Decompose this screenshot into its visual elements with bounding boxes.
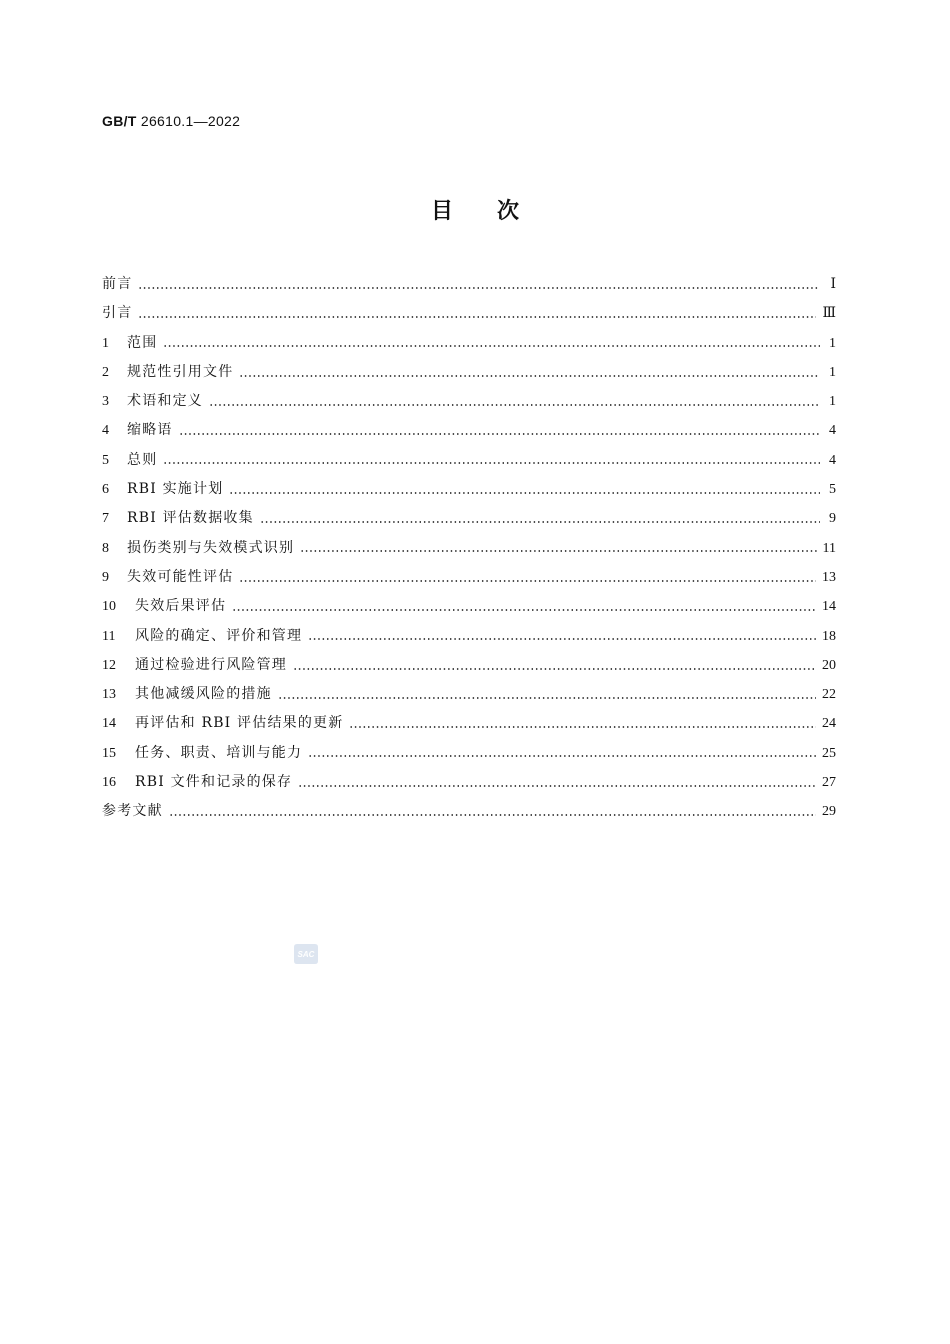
toc-dot-leader [308, 637, 816, 641]
standard-number: 26610.1—2022 [140, 113, 241, 129]
toc-entry[interactable] [102, 680, 836, 709]
toc-entry[interactable] [102, 534, 836, 563]
toc-entry-number: 9 [102, 569, 109, 585]
sac-watermark-logo [293, 942, 319, 966]
toc-entry-number: 7 [102, 511, 109, 527]
toc-entry-page: 22 [822, 687, 836, 703]
toc-entry-page: 11 [822, 540, 836, 556]
toc-entry[interactable] [102, 768, 836, 797]
toc-dot-leader [349, 725, 816, 729]
toc-entry-page: 9 [829, 511, 836, 527]
toc-entry-label: 失效后果评估 [135, 598, 227, 615]
standard-prefix: GB/T [102, 113, 137, 129]
toc-dot-leader [239, 374, 820, 378]
toc-entry-page: 29 [822, 804, 836, 820]
standard-code [102, 113, 240, 129]
toc-dot-leader [300, 549, 816, 553]
page-title: 目次 [430, 199, 563, 224]
toc-entry-label: 前言 [102, 276, 133, 292]
toc-entry[interactable] [102, 329, 836, 358]
toc-entry-page: 18 [822, 628, 836, 644]
toc-entry-page: 13 [822, 569, 836, 585]
toc-entry-page: 24 [822, 716, 836, 732]
toc-entry-label: 失效可能性评估 [127, 568, 234, 585]
toc-dot-leader [293, 667, 816, 671]
toc-entry-label: 通过检验进行风险管理 [135, 656, 287, 673]
toc-entry-page: 14 [822, 599, 836, 615]
toc-entry-page: 4 [829, 423, 836, 439]
toc-dot-leader [298, 784, 816, 788]
toc-entry[interactable] [102, 416, 836, 445]
toc-dot-leader [209, 403, 820, 407]
toc-dot-leader [138, 286, 820, 290]
toc-entry[interactable] [102, 592, 836, 621]
toc-entry[interactable] [102, 504, 836, 533]
toc-entry[interactable] [102, 739, 836, 768]
toc-entry-page: 1 [829, 335, 836, 351]
toc-dot-leader [232, 608, 816, 612]
toc-entry-number: 2 [102, 364, 109, 380]
sac-watermark-text: SAC [297, 950, 315, 959]
toc-entry-label: 引言 [102, 305, 133, 322]
toc-entry[interactable] [102, 797, 836, 826]
toc-dot-leader [169, 813, 816, 817]
toc-entry[interactable] [102, 299, 836, 328]
toc-entry[interactable] [102, 475, 836, 504]
toc-entry-number: 11 [102, 628, 116, 644]
toc-dot-leader [163, 344, 820, 348]
toc-entry-number: 5 [102, 452, 109, 468]
toc-dot-leader [138, 315, 816, 319]
toc-entry[interactable] [102, 387, 836, 416]
toc-dot-leader [239, 579, 816, 583]
toc-entry[interactable] [102, 651, 836, 680]
toc-entry-label: 术语和定义 [127, 393, 203, 410]
toc-entry-label: 其他减缓风险的措施 [135, 686, 272, 703]
toc-entry-page: Ⅲ [822, 306, 836, 322]
toc-entry-number: 12 [102, 657, 116, 673]
toc-dot-leader [278, 696, 816, 700]
toc-entry-number: 16 [102, 775, 116, 791]
toc-entry-page: 1 [829, 364, 836, 380]
table-of-contents [102, 270, 836, 827]
toc-dot-leader [179, 432, 820, 436]
toc-entry-number: 4 [102, 423, 109, 439]
toc-dot-leader [260, 520, 820, 524]
toc-entry-number: 15 [102, 745, 116, 761]
toc-entry-page: 25 [822, 745, 836, 761]
toc-entry-label: 规范性引用文件 [127, 363, 234, 380]
toc-entry-number: 1 [102, 335, 109, 351]
toc-entry-label: 再评估和 RBI 评估结果的更新 [135, 715, 344, 732]
toc-entry-page: 1 [829, 394, 836, 410]
toc-entry-label: 损伤类别与失效模式识别 [127, 539, 295, 556]
toc-entry-label: RBI 文件和记录的保存 [135, 774, 293, 791]
toc-entry[interactable] [102, 358, 836, 387]
toc-entry-number: 8 [102, 540, 109, 556]
toc-entry-number: 14 [102, 716, 116, 732]
toc-entry-label: 缩略语 [127, 422, 173, 439]
toc-entry-number: 6 [102, 482, 109, 498]
toc-entry-label: RBI 评估数据收集 [127, 510, 254, 527]
toc-entry-label: 任务、职责、培训与能力 [135, 744, 303, 761]
toc-entry[interactable] [102, 446, 836, 475]
toc-entry-number: 13 [102, 687, 116, 703]
toc-entry-label: 总则 [127, 451, 158, 468]
toc-entry-label: 参考文献 [102, 803, 163, 820]
toc-dot-leader [163, 461, 820, 465]
toc-entry-page: 20 [822, 657, 836, 673]
toc-entry-label: 范围 [127, 334, 158, 351]
toc-entry[interactable] [102, 622, 836, 651]
toc-entry-label: 风险的确定、评价和管理 [135, 627, 303, 644]
toc-entry-page: 4 [829, 452, 836, 468]
toc-entry-number: 3 [102, 394, 109, 410]
toc-entry-page: 27 [822, 775, 836, 791]
toc-dot-leader [229, 491, 820, 495]
toc-entry-number: 10 [102, 599, 116, 615]
toc-entry-page: 5 [829, 482, 836, 498]
toc-dot-leader [308, 754, 816, 758]
toc-entry[interactable] [102, 563, 836, 592]
toc-entry-page: Ⅰ [830, 277, 836, 292]
toc-entry[interactable] [102, 709, 836, 738]
toc-entry[interactable] [102, 270, 836, 299]
toc-entry-label: RBI 实施计划 [127, 481, 224, 498]
